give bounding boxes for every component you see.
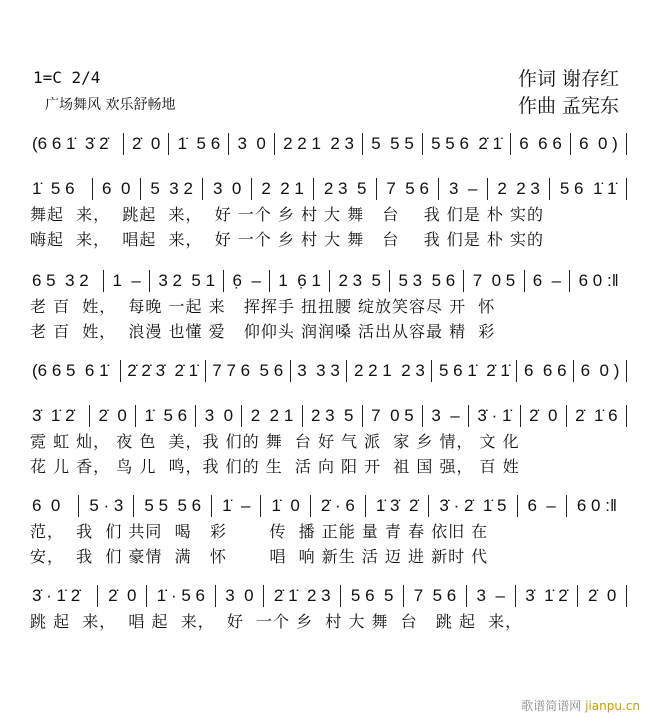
tempo-marking: 广场舞风 欢乐舒畅地 xyxy=(45,97,176,113)
measure: 2 3 5 xyxy=(314,178,377,200)
measure: 2 2 3 xyxy=(488,178,551,200)
measure: 6 0 :‖ xyxy=(576,496,617,515)
measure: 5 6 1̇ 1̇ xyxy=(550,178,627,200)
lyric-line: 跳 起 来， 唱 起 来， 好 一个 乡 村 大 舞 台 跳 起 来， xyxy=(30,612,523,631)
measure: 6 – xyxy=(525,270,571,292)
notation-row xyxy=(30,403,627,427)
measure: 3 0 xyxy=(229,133,275,155)
lyric-line: 花 儿 香， 鸟 儿 鸣，我 们的 生 活 向 阳 开 祖 国 强， 百 姓 xyxy=(30,457,520,476)
measure: 3 0 xyxy=(203,178,251,200)
measure: 6 6 6 xyxy=(511,133,571,155)
measure: 2̇ 0 xyxy=(521,405,567,427)
lyric-line: 嗨起 来， 唱起 来， 好 一个 乡 村 大 舞 台 我 们是 朴 实的 xyxy=(30,230,544,249)
measure: (6 6 1̇ 3̇ 2̇ xyxy=(30,133,124,155)
measure: 1 6̣ 1 xyxy=(270,270,330,292)
notation-row xyxy=(30,176,627,200)
measure: 3̇ · 2̇ 1̇ 5 xyxy=(429,495,517,517)
composer-credit: 作曲 孟宪东 xyxy=(517,95,619,117)
measure: 2̇ 0 xyxy=(90,405,136,427)
notation-row xyxy=(30,358,627,382)
measure: 6 0 ) xyxy=(574,360,627,382)
key-time-signature: 1=C 2/4 xyxy=(33,68,101,87)
measure: 6 5 3 2 xyxy=(30,270,104,292)
measure: 1̇ 0 xyxy=(261,495,310,517)
measure: 3̇ 1̇ 2̇ xyxy=(516,585,579,607)
measure: 1̇ · 5 6 xyxy=(147,585,215,607)
measure: 3 – xyxy=(439,178,487,200)
measure: 1̇ 5 6 xyxy=(30,178,93,200)
notation-row xyxy=(30,493,627,517)
measure: 3̇ · 1̇ xyxy=(469,405,521,427)
measure: 5 3 5 6 xyxy=(390,270,464,292)
measure: 2̇ 0 xyxy=(578,585,627,607)
measure: 1̇ – xyxy=(212,495,261,517)
measure: 1 – xyxy=(104,270,150,292)
measure: 2̇ 0 xyxy=(98,585,147,607)
measure: 3 0 xyxy=(196,405,242,427)
measure: 6 6 6 xyxy=(517,360,574,382)
measure: 3 2 5 1 xyxy=(150,270,224,292)
measure: 2 3 5 xyxy=(330,270,390,292)
measure: 2̇ 1̇ 6 xyxy=(567,405,627,427)
measure: 7 7 6 5 6 xyxy=(206,360,291,382)
measure: 3 3 3 xyxy=(291,360,348,382)
measure: 2̇ 2̇ 3̇ 2̇ 1̇ xyxy=(121,360,206,382)
measure: 1̇ 5 6 xyxy=(136,405,196,427)
measure: 5 5 5 xyxy=(363,133,423,155)
measure: 7 5 6 xyxy=(377,178,440,200)
measure: 7 0 5 xyxy=(464,270,524,292)
measure: 6 0 :‖ xyxy=(578,271,619,290)
watermark xyxy=(521,697,640,714)
measure: 1̇ 5 6 xyxy=(169,133,229,155)
notation-row xyxy=(30,268,627,292)
measure: 2̇ 1̇ 2 3 xyxy=(264,585,341,607)
measure: 3 0 xyxy=(216,585,265,607)
measure: 2 2 1 2 3 xyxy=(347,360,432,382)
measure: 3 – xyxy=(467,585,516,607)
measure: 5 6 5 xyxy=(341,585,404,607)
measure: 3̇ · 1̇ 2̇ xyxy=(30,585,98,607)
measure: 5 5 5 6 xyxy=(134,495,212,517)
measure: 2 2 1 xyxy=(242,405,302,427)
measure: 2 2 1 xyxy=(252,178,315,200)
measure: 6 – xyxy=(518,495,567,517)
measure: 5 · 3 xyxy=(79,495,134,517)
lyric-line: 安， 我 们 豪情 满 怀 唱 响 新生 活 迈 进 新时 代 xyxy=(30,547,489,566)
measure: 2 2 1 2 3 xyxy=(275,133,363,155)
lyric-line: 范， 我 们 共同 喝 彩 传 播 正能 量 青 春 依旧 在 xyxy=(30,522,489,541)
lyricist-credit: 作词 谢存红 xyxy=(517,68,619,90)
measure: 6̣ – xyxy=(224,270,270,292)
notation-row xyxy=(30,583,627,607)
measure: 2̇ · 6 xyxy=(311,495,366,517)
measure: 6 0 xyxy=(93,178,141,200)
lyric-line: 老 百 姓， 浪漫 也懂 爱 仰仰头 润润嗓 活出从容最 精 彩 xyxy=(30,322,496,341)
lyric-line: 舞起 来， 跳起 来， 好 一个 乡 村 大 舞 台 我 们是 朴 实的 xyxy=(30,205,544,224)
measure: 5 6 1̇ 2̇ 1̇ xyxy=(432,360,517,382)
measure: 2 3 5 xyxy=(303,405,363,427)
measure: 2̇ 0 xyxy=(124,133,170,155)
lyric-line: 老 百 姓， 每晚 一起 来 挥挥手 扭扭腰 绽放笑容尽 开 怀 xyxy=(30,297,496,316)
measure: 6 0 xyxy=(30,495,79,517)
notation-row xyxy=(30,131,627,155)
watermark-cn: 歌谱简谱网 xyxy=(521,699,582,713)
lyric-line: 霓 虹 灿， 夜 色 美，我 们的 舞 台 好 气 派 家 乡 情， 文 化 xyxy=(30,432,520,451)
watermark-en: jianpu.cn xyxy=(585,699,640,713)
measure: 5 5 6 2̇ 1̇ xyxy=(423,133,511,155)
measure: 3 – xyxy=(423,405,469,427)
measure: 7 0 5 xyxy=(363,405,423,427)
measure: 7 5 6 xyxy=(404,585,467,607)
measure: 1̇ 3̇ 2̇ xyxy=(366,495,430,517)
measure: 3̇ 1̇ 2̇ xyxy=(30,405,90,427)
measure: (6 6 5 6 1̇ xyxy=(30,360,121,382)
measure: 5 3 2 xyxy=(141,178,204,200)
measure: 6 0 ) xyxy=(571,133,627,155)
